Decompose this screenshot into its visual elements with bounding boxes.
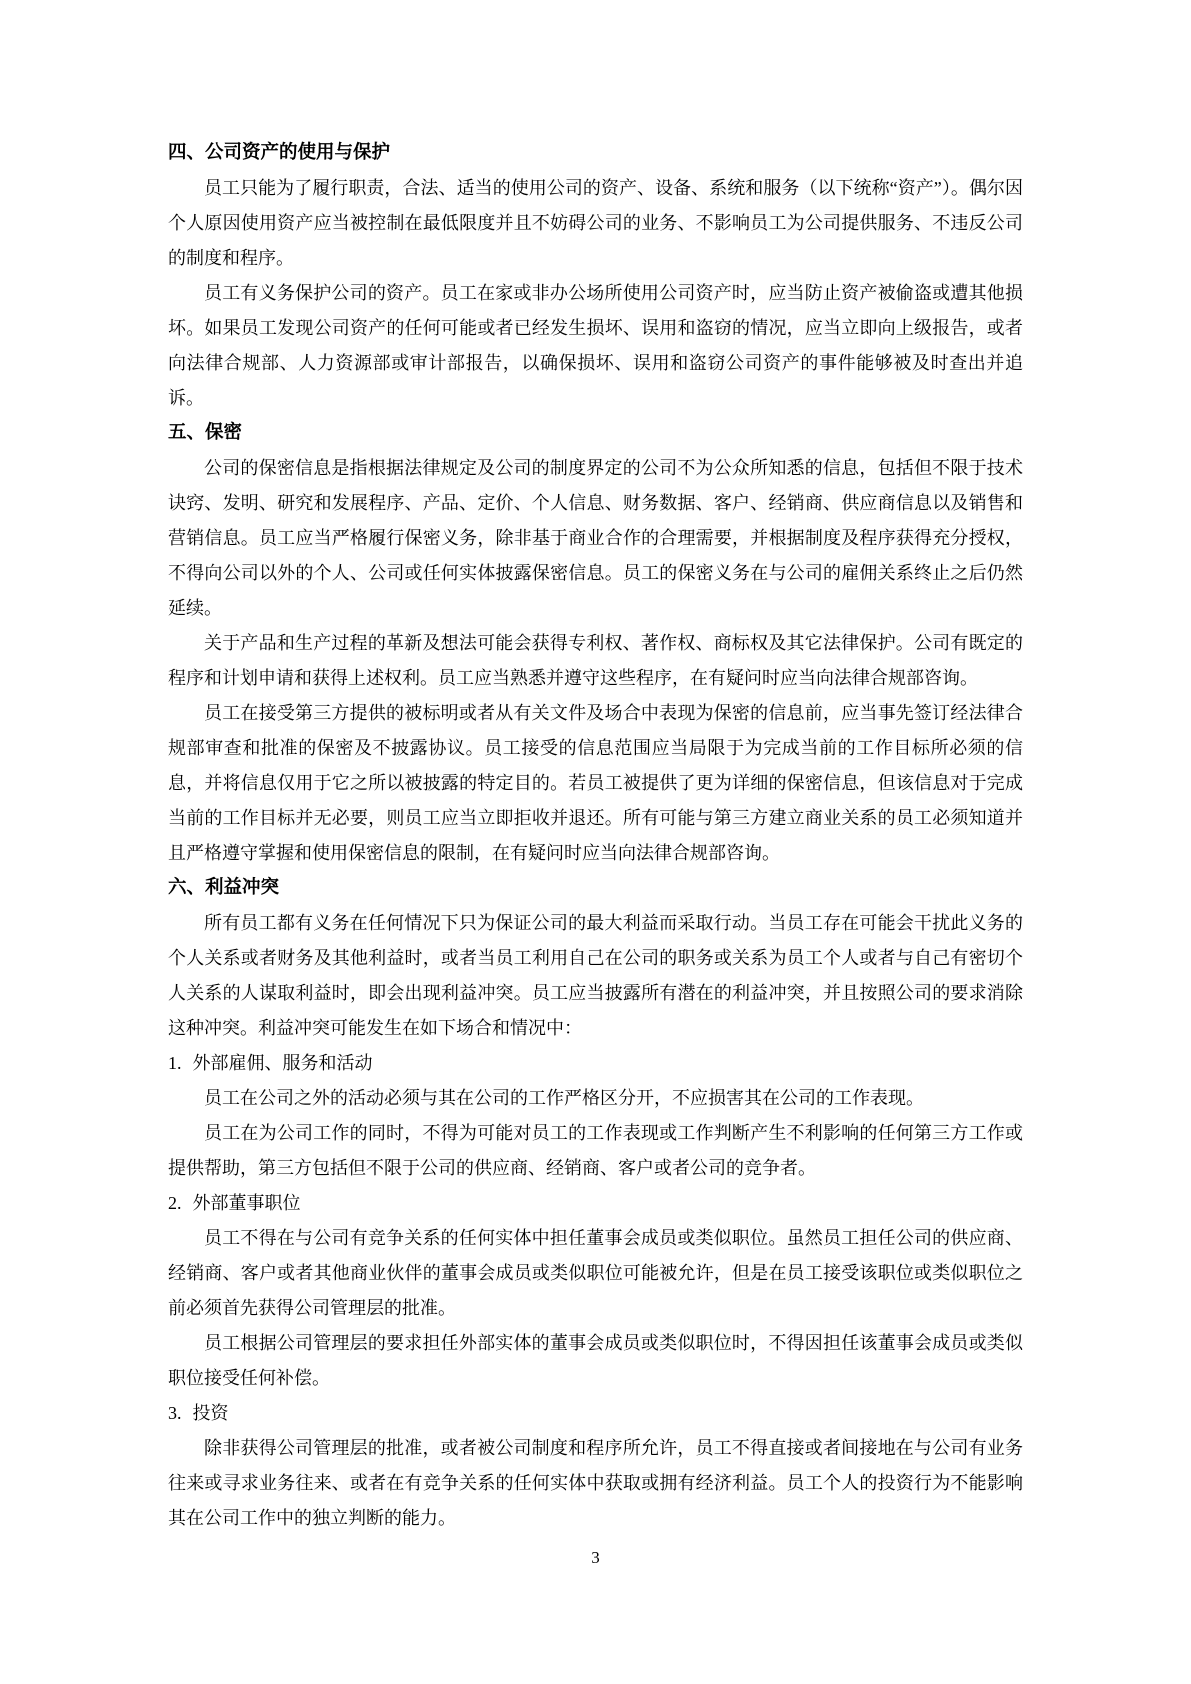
body-paragraph: 关于产品和生产过程的革新及想法可能会获得专利权、著作权、商标权及其它法律保护。公司有既定的程序和计划申请和获得上述权利。员工应当熟悉并遵守这些程序，在有疑问时应当向法律合规部咨询。 — [168, 633, 1023, 688]
page-number: 3 — [591, 1548, 600, 1567]
body-paragraph: 所有员工都有义务在任何情况下只为保证公司的最大利益而采取行动。当员工存在可能会干扰此义务的个人关系或者财务及其他利益时，或者当员工利用自己在公司的职务或关系为员工个人或者与自己有密切个人关系的人谋取利益时，即会出现利益冲突。员工应当披露所有潜在的利益冲突，并且按照公司的要求消除这种冲突。利益冲突可能发生在如下场合和情况中： — [168, 913, 1023, 1038]
body-paragraph: 员工不得在与公司有竞争关系的任何实体中担任董事会成员或类似职位。虽然员工担任公司的供应商、经销商、客户或者其他商业伙伴的董事会成员或类似职位可能被允许，但是在员工接受该职位或类似职位之前必须首先获得公司管理层的批准。 — [168, 1228, 1023, 1318]
section-heading-4: 四、公司资产的使用与保护 — [168, 143, 391, 163]
subsection-title: 投资 — [192, 1403, 229, 1423]
body-paragraph: 除非获得公司管理层的批准，或者被公司制度和程序所允许，员工不得直接或者间接地在与公司有业务往来或寻求业务往来、或者在有竞争关系的任何实体中获取或拥有经济利益。员工个人的投资行为不能影响其在公司工作中的独立判断的能力。 — [168, 1438, 1023, 1528]
subsection-heading-2 — [168, 1186, 1023, 1221]
subsection-heading-3 — [168, 1396, 1023, 1431]
subsection-number: 3. — [168, 1403, 182, 1423]
subsection-number: 1. — [168, 1053, 182, 1073]
body-paragraph: 员工有义务保护公司的资产。员工在家或非办公场所使用公司资产时，应当防止资产被偷盗或遭其他损坏。如果员工发现公司资产的任何可能或者已经发生损坏、误用和盗窃的情况，应当立即向上级报告，或者向法律合规部、人力资源部或审计部报告，以确保损坏、误用和盗窃公司资产的事件能够被及时查出并追诉。 — [168, 283, 1023, 408]
body-paragraph: 员工只能为了履行职责，合法、适当的使用公司的资产、设备、系统和服务（以下统称“资产”）。偶尔因个人原因使用资产应当被控制在最低限度并且不妨碍公司的业务、不影响员工为公司提供服务、不违反公司的制度和程序。 — [168, 178, 1023, 268]
subsection-title: 外部董事职位 — [192, 1193, 301, 1213]
subsection-title: 外部雇佣、服务和活动 — [192, 1053, 373, 1073]
subsection-heading-1 — [168, 1046, 1023, 1081]
body-paragraph: 员工在为公司工作的同时，不得为可能对员工的工作表现或工作判断产生不利影响的任何第三方工作或提供帮助，第三方包括但不限于公司的供应商、经销商、客户或者公司的竞争者。 — [168, 1123, 1023, 1178]
body-paragraph: 公司的保密信息是指根据法律规定及公司的制度界定的公司不为公众所知悉的信息，包括但不限于技术诀窍、发明、研究和发展程序、产品、定价、个人信息、财务数据、客户、经销商、供应商信息以及销售和营销信息。员工应当严格履行保密义务，除非基于商业合作的合理需要，并根据制度及程序获得充分授权，不得向公司以外的个人、公司或任何实体披露保密信息。员工的保密义务在与公司的雇佣关系终止之后仍然延续。 — [168, 458, 1023, 618]
section-heading-6: 六、利益冲突 — [168, 878, 280, 898]
section-heading-5: 五、保密 — [168, 423, 243, 443]
body-paragraph: 员工根据公司管理层的要求担任外部实体的董事会成员或类似职位时，不得因担任该董事会成员或类似职位接受任何补偿。 — [168, 1333, 1023, 1388]
body-paragraph: 员工在接受第三方提供的被标明或者从有关文件及场合中表现为保密的信息前，应当事先签订经法律合规部审查和批准的保密及不披露协议。员工接受的信息范围应当局限于为完成当前的工作目标所必须的信息，并将信息仅用于它之所以被披露的特定目的。若员工被提供了更为详细的保密信息，但该信息对于完成当前的工作目标并无必要，则员工应当立即拒收并退还。所有可能与第三方建立商业关系的员工必须知道并且严格遵守掌握和使用保密信息的限制，在有疑问时应当向法律合规部咨询。 — [168, 703, 1023, 863]
body-paragraph: 员工在公司之外的活动必须与其在公司的工作严格区分开，不应损害其在公司的工作表现。 — [204, 1088, 924, 1108]
subsection-number: 2. — [168, 1193, 182, 1213]
